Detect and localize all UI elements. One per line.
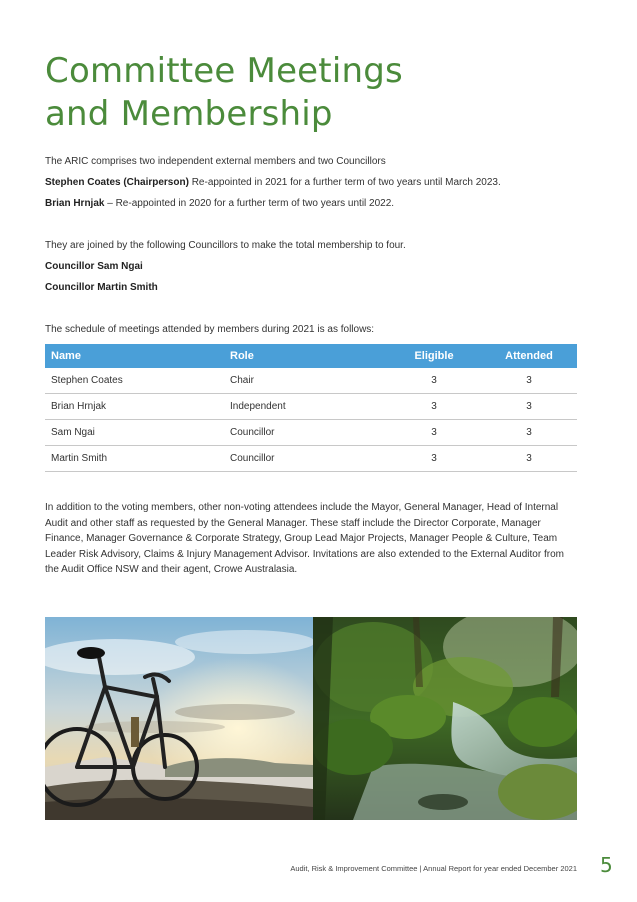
cell-eligible: 3 <box>387 394 481 420</box>
cell-name: Stephen Coates <box>45 368 224 394</box>
column-header-role: Role <box>224 344 387 368</box>
page-number: 5 <box>600 853 613 877</box>
cell-eligible: 3 <box>387 420 481 446</box>
page-footer: Audit, Risk & Improvement Committee | Annual Report for year ended December 2021 <box>290 864 577 873</box>
cell-name: Sam Ngai <box>45 420 224 446</box>
member-name: Stephen Coates (Chairperson) <box>45 177 189 188</box>
schedule-intro: The schedule of meetings attended by members during 2021 is as follows: <box>45 324 375 335</box>
cell-attended: 3 <box>481 394 577 420</box>
cell-role: Councillor <box>224 446 387 472</box>
column-header-name: Name <box>45 344 224 368</box>
member-stephen-coates <box>45 176 585 190</box>
member-description: Re-appointed in 2021 for a further term of two years until March 2023. <box>188 177 501 188</box>
table-row <box>45 368 577 394</box>
councillor-martin-smith: Councillor Martin Smith <box>45 282 158 293</box>
page-title-line-2: and Membership <box>45 94 333 134</box>
attendance-table <box>45 344 577 472</box>
column-header-eligible: Eligible <box>387 344 481 368</box>
councillors-intro: They are joined by the following Councillors to make the total membership to four. <box>45 240 406 251</box>
cell-role: Chair <box>224 368 387 394</box>
cell-role: Independent <box>224 394 387 420</box>
cell-eligible: 3 <box>387 368 481 394</box>
intro-text: The ARIC comprises two independent external members and two Councillors <box>45 156 386 167</box>
table-row <box>45 394 577 420</box>
attendees-paragraph: In addition to the voting members, other non-voting attendees include the Mayor, General Manager, Head of Internal Audit and other staff as requested by the General Manager. These staff include the Director Corporate, Manager Finance, Manager Governance & Corporate Strategy, Group Lead Major Projects, Manager People & Culture, Team Leader Risk Advisory, Claims & Injury Management Advisor. Invitations are also extended to the External Auditor from the Audit Office NSW and their agent, Crowe Australasia. <box>45 502 564 575</box>
cell-eligible: 3 <box>387 446 481 472</box>
page-title-line-1: Committee Meetings <box>45 51 403 91</box>
photo-strip <box>45 617 577 820</box>
councillor-sam-ngai: Councillor Sam Ngai <box>45 261 143 272</box>
cell-name: Brian Hrnjak <box>45 394 224 420</box>
bicycle-sunrise-photo <box>45 617 313 820</box>
table-row <box>45 420 577 446</box>
cell-attended: 3 <box>481 420 577 446</box>
page-title <box>45 50 403 136</box>
member-name: Brian Hrnjak <box>45 198 105 209</box>
cell-attended: 3 <box>481 368 577 394</box>
rainforest-creek-photo <box>313 617 577 820</box>
member-description: – Re-appointed in 2020 for a further term of two years until 2022. <box>104 198 395 209</box>
table-row <box>45 446 577 472</box>
cell-name: Martin Smith <box>45 446 224 472</box>
table-header-row <box>45 344 577 368</box>
cell-role: Councillor <box>224 420 387 446</box>
cell-attended: 3 <box>481 446 577 472</box>
column-header-attended: Attended <box>481 344 577 368</box>
member-brian-hrnjak <box>45 197 585 211</box>
